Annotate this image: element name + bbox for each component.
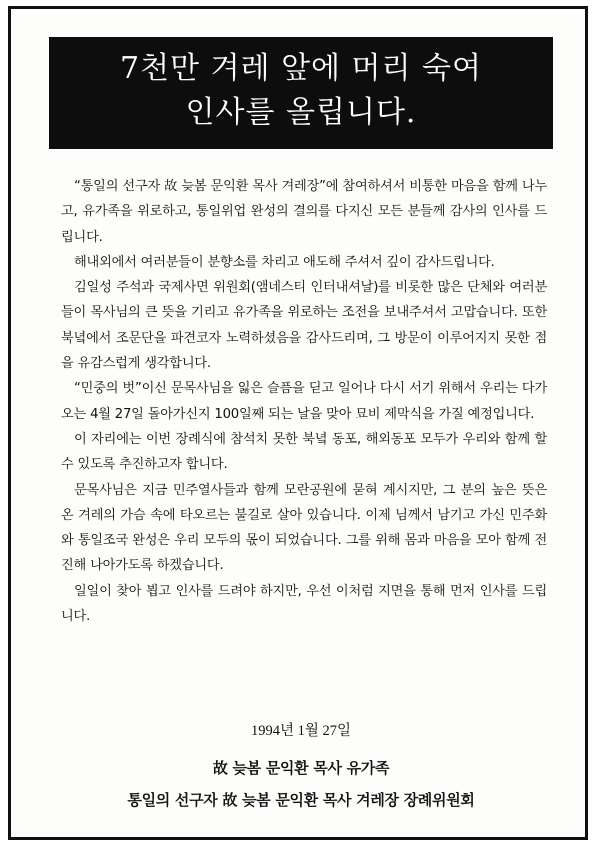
paragraph-legacy: 문목사님은 지금 민주열사들과 함께 모란공원에 묻혀 계시지만, 그 분의 높은 뜻은 온 겨레의 가슴 속에 타오르는 불길로 살아 있습니다. 이제 님께서 남기고 가신 민주화와 통일조국 완성은 우리 모두의 몫이 되었습니다. 그를 위해 몸과 마음을 모아 함께 전진해 나아가도록 하겠습니다. [61,482,547,574]
notice-frame [8,6,588,840]
paragraph-thanks-memorials: 해내외에서 여러분들이 분향소를 차리고 애도해 주셔서 깊이 감사드립니다. [74,254,495,270]
paragraph-thanks-participation: “통일의 선구자 故 늦봄 문익환 목사 겨레장”에 참여하셔서 비통한 마음을 함께 나누고, 유가족을 위로하고, 통일위업 완성의 결의를 다지신 모든 분들께 감사의 인사를 드립니다. [61,179,547,245]
paragraph-thanks-condolences: 김일성 주석과 국제사면 위원회(앰네스티 인터내셔날)를 비롯한 많은 단체와 여러분들이 목사님의 큰 뜻을 기리고 유가족을 위로하는 조전을 보내주셔서 고맙습니다. 또한 북녘에서 조문단을 파견코자 노력하셨음을 감사드리며, 그 방문이 이루어지지 못한 점을 유감스럽게 생각합니다. [61,280,547,372]
notice-body [61,174,547,629]
paragraph-overseas-participation: 이 자리에는 이번 장례식에 참석치 못한 북녘 동포, 해외동포 모두가 우리와 함께 할 수 있도록 추진하고자 합니다. [61,431,547,473]
headline-line-1: 7천만 겨레 앞에 머리 숙여 [119,51,483,86]
notice-date: 1994년 1월 27일 [250,723,352,739]
paragraph-closing: 일일이 찾아 뵙고 인사를 드려야 하지만, 우선 이처럼 지면을 통해 먼저 인사를 드립니다. [61,583,547,625]
signature-committee: 통일의 선구자 故 늦봄 문익환 목사 겨레장 장례위원회 [127,791,475,809]
headline-line-2: 인사를 올립니다. [185,95,417,130]
headline-banner [49,37,553,149]
signature-family: 故 늦봄 문익환 목사 유가족 [212,759,390,777]
paragraph-memorial-plan: “민중의 벗”이신 문목사님을 잃은 슬픔을 딛고 일어나 다시 서기 위해서 우리는 다가오는 4월 27일 돌아가신지 100일째 되는 날을 맞아 묘비 제막식을 가질 예정입니다. [61,381,547,422]
